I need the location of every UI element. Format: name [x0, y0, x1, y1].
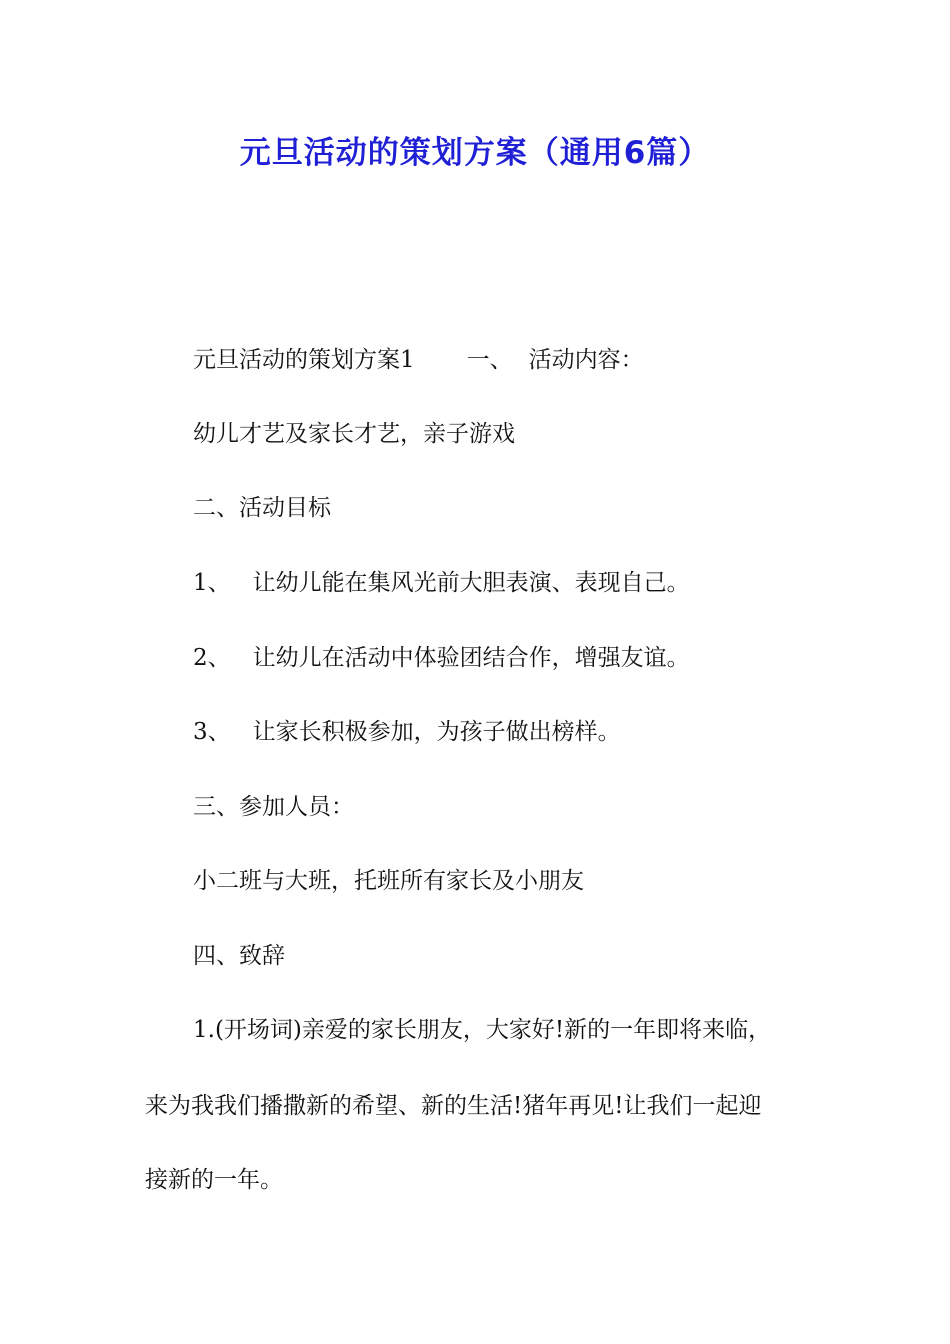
goal-number: 2、 — [193, 645, 231, 671]
goal-item — [193, 568, 690, 598]
participants-heading: 三、参加人员： — [193, 794, 354, 820]
speech-line: 接新的一年。 — [145, 1167, 283, 1193]
goal-text: 让家长积极参加，为孩子做出榜样。 — [252, 719, 621, 745]
content-paragraph: 幼儿才艺及家长才艺，亲子游戏 — [193, 421, 515, 447]
speech-line: 来为我我们播撒新的希望、新的生活!猪年再见!让我们一起迎 — [145, 1093, 762, 1119]
goal-text: 让幼儿在活动中体验团结合作，增强友谊。 — [252, 645, 690, 671]
goal-text: 让幼儿能在集风光前大胆表演、表现自己。 — [252, 570, 690, 596]
speech-heading: 四、致辞 — [193, 943, 285, 969]
item-text: 活动内容： — [528, 347, 644, 373]
speech-line: 1.(开场词)亲爱的家长朋友，大家好!新的一年即将来临， — [193, 1017, 772, 1043]
participants-paragraph: 小二班与大班，托班所有家长及小朋友 — [193, 868, 584, 894]
section-heading-line — [193, 345, 644, 375]
goal-number: 3、 — [193, 719, 231, 745]
goal-number: 1、 — [193, 570, 231, 596]
document-title: 元旦活动的策划方案（通用6篇） — [239, 135, 711, 171]
goal-item — [193, 643, 690, 673]
goal-item — [193, 717, 621, 747]
goals-heading: 二、活动目标 — [193, 495, 331, 521]
item-label: 一、 — [466, 347, 513, 373]
section-heading: 元旦活动的策划方案1 — [193, 347, 415, 373]
